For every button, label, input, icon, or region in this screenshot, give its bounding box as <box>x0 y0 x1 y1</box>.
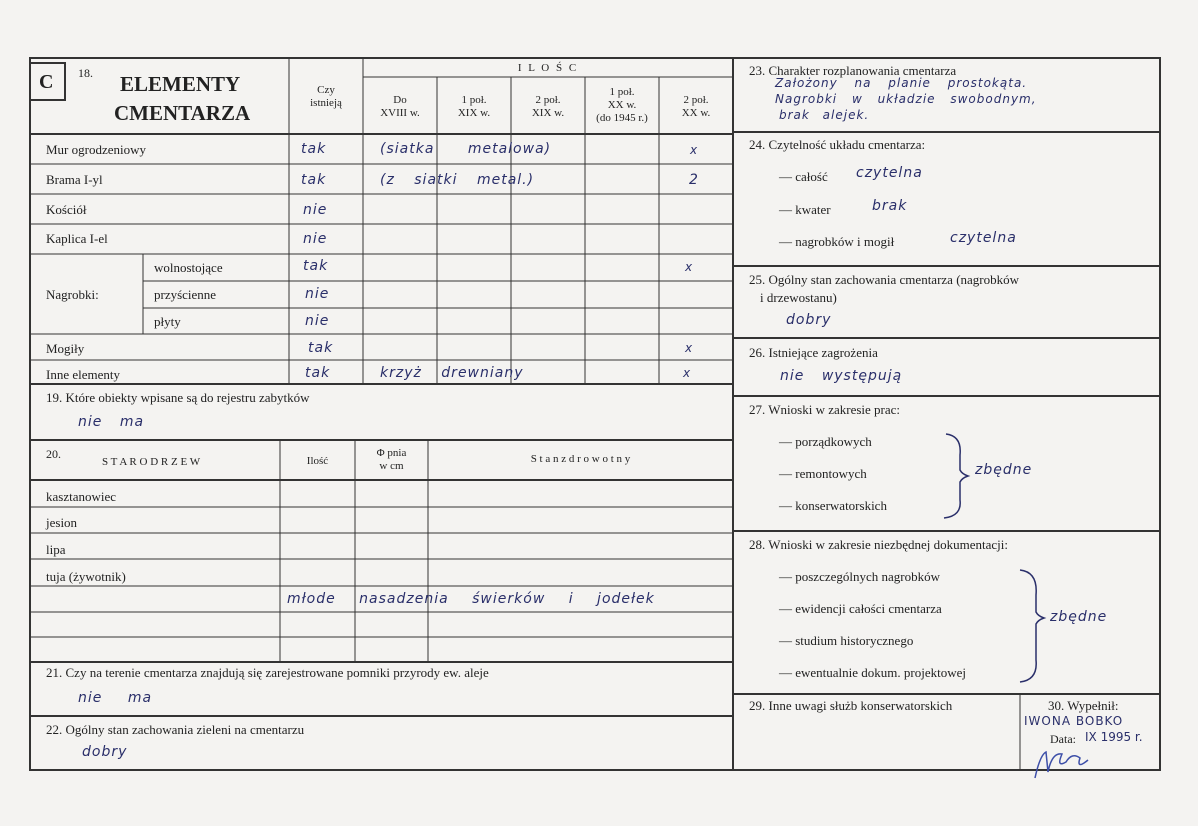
period-header-2 <box>511 94 585 120</box>
period-2-l2: XIX w. <box>531 107 565 119</box>
tree-kasztanowiec: kasztanowiec <box>46 489 117 504</box>
p5-wolnostojace: x <box>685 260 694 274</box>
exists-wolnostojace: tak <box>303 258 329 274</box>
row-label-kosciol: Kościół <box>46 202 87 217</box>
note-brama: (z siatki metal.) <box>380 172 535 188</box>
tree-jesion: jesion <box>46 515 78 530</box>
section-23-answer-2: Nagrobki w układzie swobodnym, <box>775 92 1037 106</box>
section-22-label: 22. Ogólny stan zachowania zieleni na cmentarzu <box>46 722 305 737</box>
s28-item-nagrobkow: — poszczególnych nagrobków <box>779 569 941 584</box>
s28-item-ewidencji: — ewidencji całości cmentarza <box>779 601 942 616</box>
period-3-l2: XX w. <box>607 99 637 111</box>
section-18-title-line1: ELEMENTY <box>120 72 241 96</box>
section-18-number: 18. <box>78 66 93 80</box>
s27-item-remontowych: — remontowych <box>779 466 867 481</box>
s24-item-calosc: — całość <box>779 169 828 184</box>
s24-answer-nagrobkow: czytelna <box>950 230 1017 246</box>
section-18-title-line2: CMENTARZA <box>114 101 251 125</box>
exists-przyscienne: nie <box>305 286 330 302</box>
col-health-header: S t a n z d r o w o t n y <box>530 453 631 465</box>
row-label-wolnostojace: wolnostojące <box>154 260 223 275</box>
ilosc-header: I L O Ś C <box>517 62 579 74</box>
row-label-mur: Mur ogrodzeniowy <box>46 142 147 157</box>
section-21-label: 21. Czy na terenie cmentarza znajdują się zarejestrowane pomniki przyrody ew. aleje <box>46 665 489 680</box>
s24-answer-kwater: brak <box>872 198 908 214</box>
s27-item-porzadkowych: — porządkowych <box>779 434 872 449</box>
period-header-1 <box>437 94 511 120</box>
note-inne: krzyż drewniany <box>380 365 524 381</box>
row-label-nagrobki: Nagrobki: <box>46 287 99 302</box>
col-dia-line1: Φ pnia <box>376 447 407 459</box>
row-label-brama: Brama I-yl <box>46 172 103 187</box>
s28-item-studium: — studium historycznego <box>779 633 914 648</box>
col-exists-header <box>289 84 363 110</box>
exists-kosciol: nie <box>303 202 328 218</box>
exists-inne: tak <box>305 365 331 381</box>
section-21-answer: nie ma <box>78 690 153 706</box>
s24-item-kwater: — kwater <box>779 202 831 217</box>
row-label-plyty: płyty <box>154 314 181 329</box>
section-30-date-value: IX 1995 r. <box>1085 730 1143 744</box>
period-0-l1: Do <box>393 94 407 106</box>
s24-answer-calosc: czytelna <box>856 165 923 181</box>
period-2-l1: 2 poł. <box>535 94 561 106</box>
section-19-answer: nie ma <box>78 414 145 430</box>
p5-mur: x <box>690 143 699 157</box>
s27-item-konserwatorskich: — konserwatorskich <box>779 498 887 513</box>
section-30-name: IWONA BOBKO <box>1024 714 1124 728</box>
section-25-label-2: i drzewostanu) <box>760 290 837 305</box>
period-3-l3: (do 1945 r.) <box>596 112 648 124</box>
period-header-3 <box>585 86 659 125</box>
p5-inne: x <box>683 366 692 380</box>
section-27-answer: zbędne <box>975 462 1033 478</box>
section-19-label: 19. Które obiekty wpisane są do rejestru zabytków <box>46 390 310 405</box>
period-3-l1: 1 poł. <box>609 86 635 98</box>
section-29-label: 29. Inne uwagi służb konserwatorskich <box>749 698 953 713</box>
section-letter: C <box>39 71 54 93</box>
exists-mur: tak <box>301 141 327 157</box>
section-23-label: 23. Charakter rozplanowania cmentarza <box>749 63 957 78</box>
tree-lipa: lipa <box>46 542 66 557</box>
section-22-answer: dobry <box>82 744 128 760</box>
row-label-kaplica: Kaplica I-el <box>46 231 108 246</box>
section-28-answer: zbędne <box>1050 609 1108 625</box>
section-28-label: 28. Wnioski w zakresie niezbędnej dokumentacji: <box>749 537 1008 552</box>
exists-brama: tak <box>301 172 327 188</box>
section-23-answer-1: Założony na planie prostokąta. <box>775 76 1028 90</box>
section-20-note: młode nasadzenia świerków i jodełek <box>287 591 655 607</box>
period-1-l2: XIX w. <box>457 107 491 119</box>
section-30-date-label: Data: <box>1050 732 1076 746</box>
section-27-label: 27. Wnioski w zakresie prac: <box>749 402 901 417</box>
section-24-label: 24. Czytelność układu cmentarza: <box>749 137 926 152</box>
section-20-title: S T A R O D R Z E W <box>102 456 201 468</box>
row-label-mogily: Mogiły <box>46 341 85 356</box>
section-25-label-1: 25. Ogólny stan zachowania cmentarza (nagrobków <box>749 272 1020 287</box>
col-dia-line2: w cm <box>379 460 404 472</box>
section-23-answer-3: brak alejek. <box>779 108 870 122</box>
row-label-przyscienne: przyścienne <box>154 287 217 302</box>
section-26-answer: nie występują <box>780 368 903 384</box>
section-30-label: 30. Wypełnił: <box>1048 698 1119 713</box>
exists-plyty: nie <box>305 313 330 329</box>
section-20-number: 20. <box>46 447 61 461</box>
period-1-l1: 1 poł. <box>461 94 487 106</box>
period-0-l2: XVIII w. <box>380 107 420 119</box>
exists-kaplica: nie <box>303 231 328 247</box>
col-qty-header: Ilość <box>306 455 329 467</box>
exists-mogily: tak <box>308 340 334 356</box>
p5-brama: 2 <box>689 172 699 188</box>
col-dia-header <box>355 447 428 473</box>
period-header-4 <box>659 94 733 120</box>
period-4-l2: XX w. <box>681 107 711 119</box>
col-exists-line1: Czy <box>317 84 335 96</box>
s28-item-projektowej: — ewentualnie dokum. projektowej <box>779 665 967 680</box>
period-4-l1: 2 poł. <box>683 94 709 106</box>
row-label-inne: Inne elementy <box>46 367 120 382</box>
tree-tuja: tuja (żywotnik) <box>46 569 126 584</box>
p5-mogily: x <box>685 341 694 355</box>
note-mur: (siatka metalowa) <box>380 141 552 157</box>
period-header-0 <box>363 94 437 120</box>
col-exists-line2: istnieją <box>310 97 342 109</box>
s24-item-nagrobkow: — nagrobków i mogił <box>779 234 895 249</box>
section-26-label: 26. Istniejące zagrożenia <box>749 345 878 360</box>
section-25-answer: dobry <box>786 312 832 328</box>
